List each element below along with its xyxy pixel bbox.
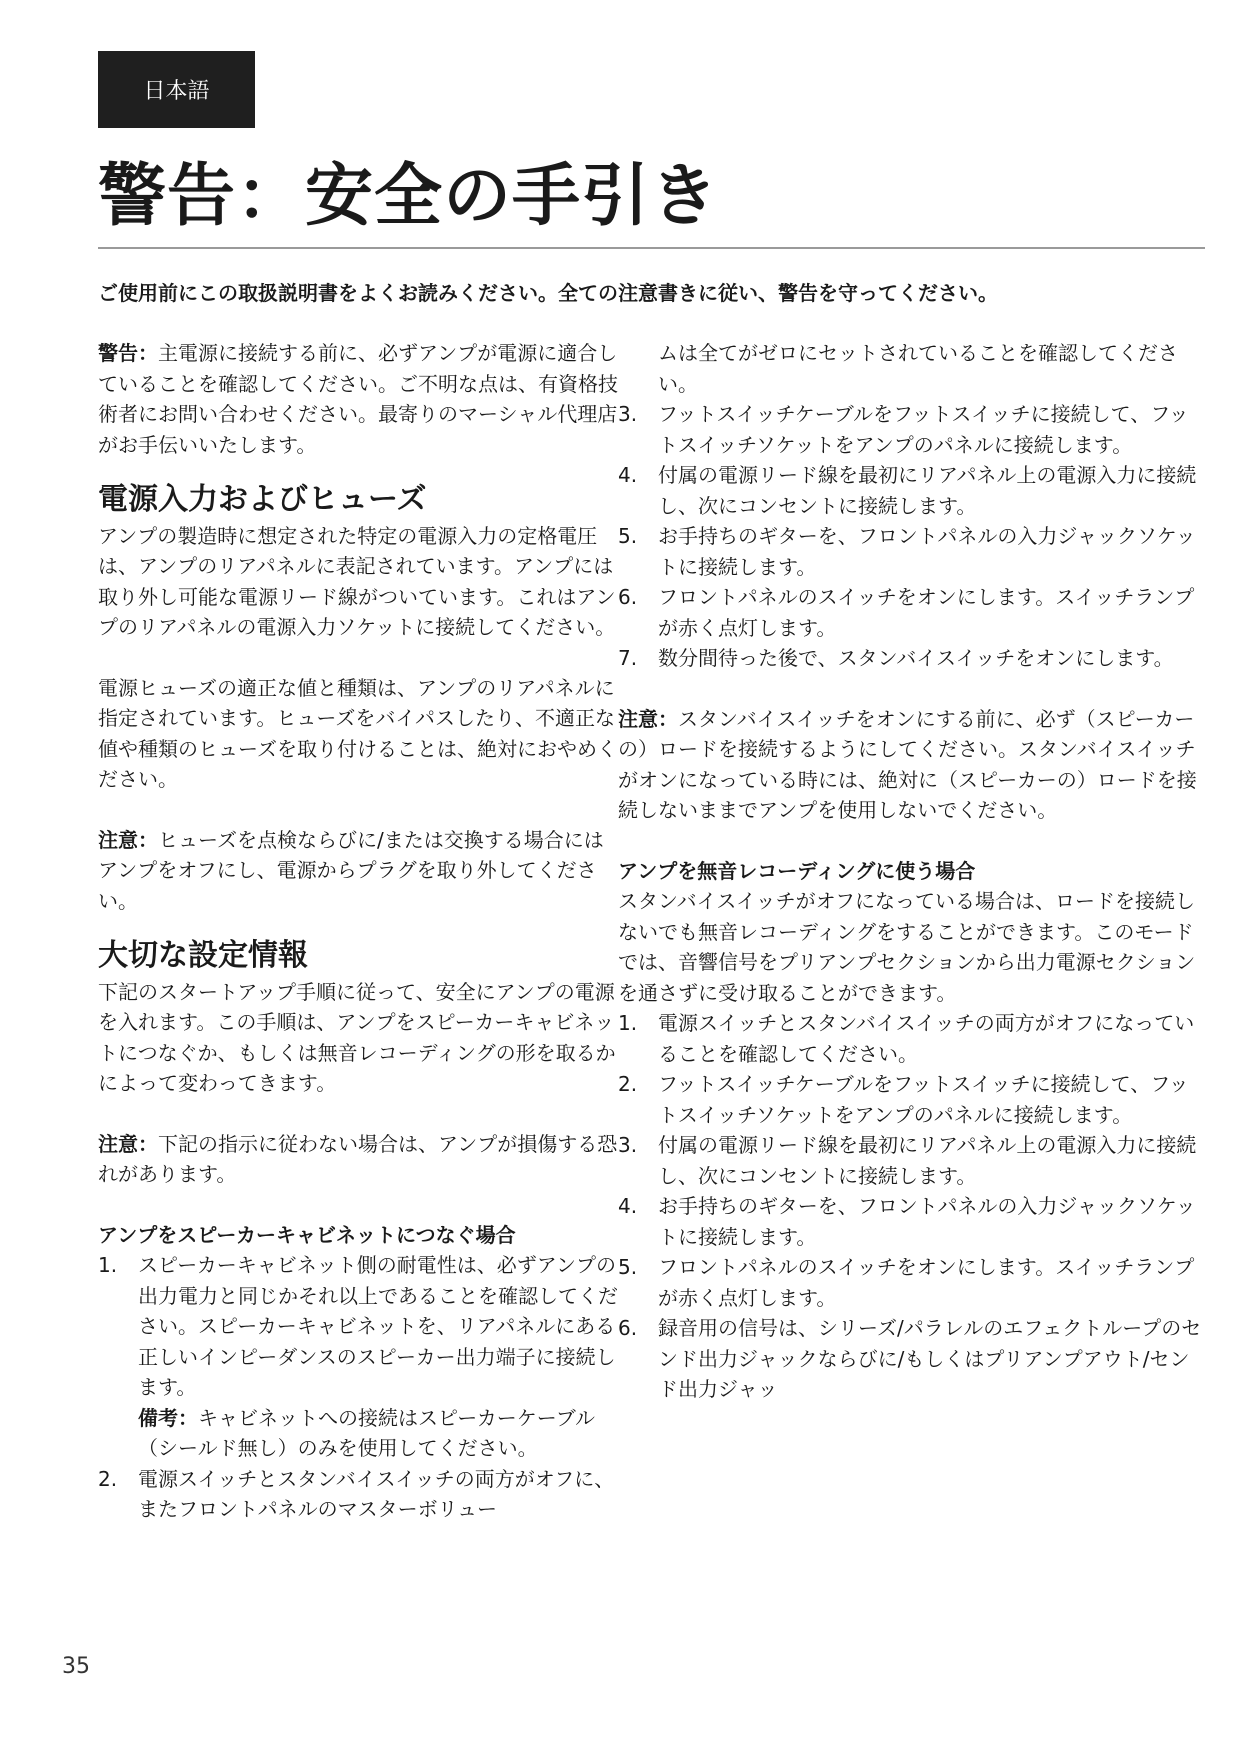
- standby-caution-paragraph: [618, 704, 1208, 826]
- list-item: [618, 1130, 1208, 1191]
- list-item: [618, 399, 1208, 460]
- setup-caution-label: 注意：: [98, 1131, 158, 1156]
- speaker-steps-list: [98, 1250, 618, 1525]
- step-text: 付属の電源リード線を最初にリアパネル上の電源入力に接続し、次にコンセントに接続します。: [658, 1133, 1197, 1188]
- language-tab-label: 日本語: [143, 79, 210, 104]
- fuse-caution-text: ヒューズを点検ならびに/または交換する場合にはアンプをオフにし、電源からプラグを取り外してください。: [98, 827, 604, 913]
- warning-text: 主電源に接続する前に、必ずアンプが電源に適合していることを確認してください。ご不明な点は、有資格技術者にお問い合わせください。最寄りのマーシャル代理店がお手伝いいたします。: [98, 341, 618, 457]
- remark-label: 備考：: [138, 1405, 198, 1430]
- speaker-steps-continued-list: [618, 338, 1208, 674]
- step-number: 1.: [618, 1011, 638, 1035]
- setup-paragraph: 下記のスタートアップ手順に従って、安全にアンプの電源を入れます。この手順は、アンプをスピーカーキャビネットにつなぐか、もしくは無音レコーディングの形を取るかによって変わってきます。: [98, 979, 616, 1095]
- step-text: フットスイッチケーブルをフットスイッチに接続して、フットスイッチソケットをアンプのパネルに接続します。: [658, 402, 1189, 457]
- list-item: [618, 1008, 1208, 1069]
- left-column: [98, 338, 618, 1525]
- list-item: [98, 1250, 618, 1464]
- list-item: [618, 582, 1208, 643]
- page-title: 警告：安全の手引き: [98, 157, 720, 236]
- list-item: [618, 1191, 1208, 1252]
- step-text: ムは全てがゼロにセットされていることを確認してください。: [658, 341, 1178, 396]
- standby-caution-text: スタンバイスイッチをオンにする前に、必ず（スピーカーの）ロードを接続するようにしてください。スタンバイスイッチがオンになっている時には、絶対に（スピーカーの）ロードを接続しないままでアンプを使用しないでください。: [618, 706, 1197, 822]
- step-text: お手持ちのギターを、フロントパネルの入力ジャックソケットに接続します。: [658, 524, 1196, 579]
- list-item: [618, 1313, 1208, 1405]
- step-number: 3.: [618, 402, 638, 426]
- step-number: 2.: [98, 1466, 118, 1491]
- list-item: [618, 643, 1208, 674]
- setup-caution-text: 下記の指示に従わない場合は、アンプが損傷する恐れがあります。: [98, 1131, 618, 1186]
- step-text: スピーカーキャビネット側の耐電性は、必ずアンプの出力電力と同じかそれ以上であることを確認してください。スピーカーキャビネットを、リアパネルにある正しいインピーダンスのスピーカー出力端子に接続します。: [138, 1253, 618, 1399]
- list-item: [618, 338, 1208, 399]
- step-number: 4.: [618, 1194, 638, 1218]
- setup-heading: 大切な設定情報: [98, 938, 308, 973]
- power-paragraph-2: 電源ヒューズの適正な値と種類は、アンプのリアパネルに指定されています。ヒューズをバイパスしたり、不適正な値や種類のヒューズを取り付けることは、絶対におやめください。: [98, 675, 617, 791]
- list-item: [618, 521, 1208, 582]
- step-number: 3.: [618, 1133, 638, 1157]
- step-text: 付属の電源リード線を最初にリアパネル上の電源入力に接続し、次にコンセントに接続します。: [658, 463, 1197, 518]
- setup-caution-paragraph: [98, 1129, 618, 1190]
- step-number: 2.: [618, 1072, 638, 1096]
- step-text: フロントパネルのスイッチをオンにします。スイッチランプが赤く点灯します。: [658, 585, 1195, 640]
- silent-steps-list: [618, 1008, 1208, 1405]
- step-number: 4.: [618, 463, 638, 487]
- step-number: 5.: [618, 1255, 638, 1279]
- language-tab: [98, 51, 255, 128]
- list-item: [618, 1252, 1208, 1313]
- list-item: [98, 1464, 618, 1525]
- step-number: 6.: [618, 585, 638, 609]
- fuse-caution-label: 注意：: [98, 827, 158, 852]
- silent-recording-paragraph: スタンバイスイッチがオフになっている場合は、ロードを接続しないでも無音レコーディングをすることができます。このモードでは、音響信号をプリアンプセクションから出力電源セクションを通さずに受け取ることができます。: [618, 889, 1196, 1005]
- warning-label: 警告：: [98, 341, 158, 365]
- right-column: [618, 338, 1208, 1405]
- list-item: [618, 1069, 1208, 1130]
- step-text: フロントパネルのスイッチをオンにします。スイッチランプが赤く点灯します。: [658, 1255, 1195, 1310]
- intro-text: ご使用前にこの取扱説明書をよくお読みください。全ての注意書きに従い、警告を守ってください。: [98, 281, 998, 305]
- warning-paragraph: [98, 338, 618, 460]
- step-text: 録音用の信号は、シリーズ/パラレルのエフェクトループのセンド出力ジャックならびに/もしくはプリアンプアウト/センド出力ジャッ: [658, 1316, 1202, 1401]
- silent-recording-heading: アンプを無音レコーディングに使う場合: [618, 858, 976, 883]
- list-item: [618, 460, 1208, 521]
- step-number: 5.: [618, 524, 638, 548]
- step-text: 電源スイッチとスタンバイスイッチの両方がオフに、またフロントパネルのマスターボリュー: [138, 1466, 615, 1521]
- step-text: 数分間待った後で、スタンバイスイッチをオンにします。: [658, 646, 1174, 670]
- standby-caution-label: 注意：: [618, 706, 678, 731]
- step-number: 6.: [618, 1316, 638, 1340]
- step-number: 1.: [98, 1253, 118, 1277]
- fuse-caution-paragraph: [98, 825, 618, 917]
- power-heading: 電源入力およびヒューズ: [98, 482, 427, 517]
- step-text: お手持ちのギターを、フロントパネルの入力ジャックソケットに接続します。: [658, 1194, 1196, 1249]
- page-number: 35: [62, 1654, 90, 1679]
- step-text: フットスイッチケーブルをフットスイッチに接続して、フットスイッチソケットをアンプのパネルに接続します。: [658, 1072, 1189, 1127]
- step-text: 電源スイッチとスタンバイスイッチの両方がオフになっていることを確認してください。: [658, 1011, 1195, 1066]
- power-paragraph-1: アンプの製造時に想定された特定の電源入力の定格電圧は、アンプのリアパネルに表記されています。アンプには取り外し可能な電源リード線がついています。これはアンプのリアパネルの電源入力ソケットに接続してください。: [98, 523, 616, 639]
- remark-note: [138, 1403, 618, 1464]
- title-divider: [98, 247, 1205, 249]
- speaker-heading: アンプをスピーカーキャビネットにつなぐ場合: [98, 1222, 516, 1247]
- remark-text: キャビネットへの接続はスピーカーケーブル（シールド無し）のみを使用してください。: [138, 1405, 595, 1460]
- step-number: 7.: [618, 646, 638, 670]
